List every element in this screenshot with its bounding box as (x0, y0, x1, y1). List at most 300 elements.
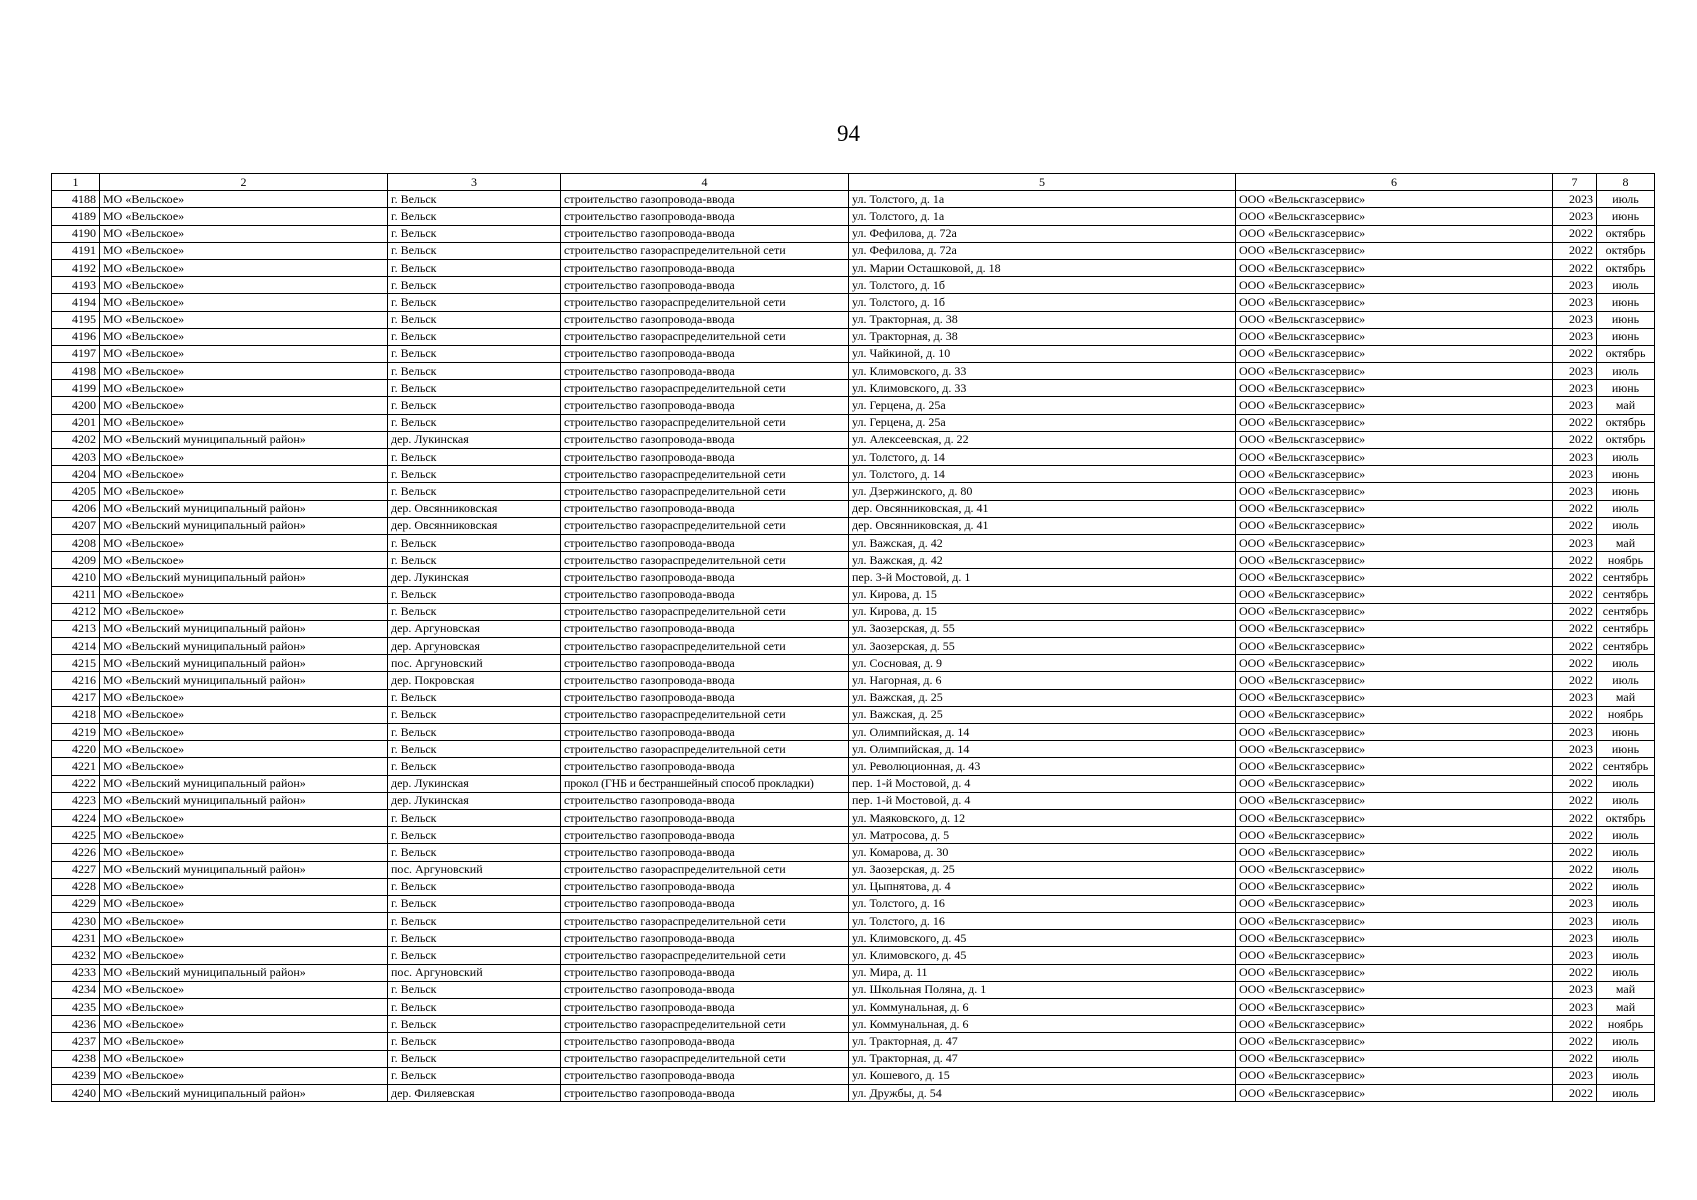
cell-municipality: МО «Вельский муниципальный район» (100, 792, 388, 809)
cell-municipality: МО «Вельское» (100, 483, 388, 500)
cell-work-type: строительство газораспределительной сети (561, 242, 849, 259)
cell-row-number: 4198 (52, 363, 100, 380)
cell-municipality: МО «Вельское» (100, 895, 388, 912)
cell-work-type: строительство газораспределительной сети (561, 483, 849, 500)
cell-municipality: МО «Вельский муниципальный район» (100, 500, 388, 517)
table-row (52, 500, 1655, 517)
cell-municipality: МО «Вельское» (100, 947, 388, 964)
cell-month: июнь (1597, 208, 1655, 225)
cell-contractor: ООО «Вельскгазсервис» (1236, 380, 1553, 397)
table-row (52, 242, 1655, 259)
cell-address: ул. Толстого, д. 1б (849, 294, 1236, 311)
cell-month: июль (1597, 672, 1655, 689)
cell-month: июнь (1597, 483, 1655, 500)
cell-row-number: 4201 (52, 414, 100, 431)
cell-settlement: дер. Покровская (388, 672, 561, 689)
cell-row-number: 4213 (52, 620, 100, 637)
cell-contractor: ООО «Вельскгазсервис» (1236, 242, 1553, 259)
cell-address: дер. Овсянниковская, д. 41 (849, 517, 1236, 534)
cell-year: 2023 (1553, 397, 1597, 414)
cell-municipality: МО «Вельское» (100, 724, 388, 741)
cell-municipality: МО «Вельское» (100, 345, 388, 362)
cell-municipality: МО «Вельское» (100, 277, 388, 294)
cell-year: 2022 (1553, 792, 1597, 809)
cell-row-number: 4230 (52, 913, 100, 930)
cell-settlement: г. Вельск (388, 1033, 561, 1050)
cell-row-number: 4235 (52, 999, 100, 1016)
cell-municipality: МО «Вельское» (100, 552, 388, 569)
table-row (52, 1050, 1655, 1067)
cell-work-type: строительство газопровода-ввода (561, 930, 849, 947)
table-row (52, 294, 1655, 311)
cell-row-number: 4196 (52, 328, 100, 345)
cell-contractor: ООО «Вельскгазсервис» (1236, 706, 1553, 723)
cell-address: ул. Важская, д. 42 (849, 552, 1236, 569)
cell-municipality: МО «Вельский муниципальный район» (100, 655, 388, 672)
table-row (52, 466, 1655, 483)
cell-address: ул. Климовского, д. 33 (849, 380, 1236, 397)
cell-address: ул. Толстого, д. 14 (849, 449, 1236, 466)
cell-settlement: г. Вельск (388, 724, 561, 741)
cell-work-type: строительство газопровода-ввода (561, 431, 849, 448)
cell-month: октябрь (1597, 809, 1655, 826)
cell-work-type: строительство газопровода-ввода (561, 655, 849, 672)
cell-settlement: г. Вельск (388, 242, 561, 259)
cell-municipality: МО «Вельское» (100, 534, 388, 551)
cell-settlement: г. Вельск (388, 311, 561, 328)
cell-contractor: ООО «Вельскгазсервис» (1236, 672, 1553, 689)
cell-municipality: МО «Вельское» (100, 225, 388, 242)
cell-address: ул. Тракторная, д. 47 (849, 1050, 1236, 1067)
cell-address: ул. Толстого, д. 14 (849, 466, 1236, 483)
cell-work-type: строительство газопровода-ввода (561, 689, 849, 706)
cell-address: ул. Герцена, д. 25а (849, 397, 1236, 414)
cell-address: ул. Марии Осташковой, д. 18 (849, 259, 1236, 276)
cell-row-number: 4225 (52, 827, 100, 844)
cell-settlement: дер. Лукинская (388, 431, 561, 448)
cell-settlement: г. Вельск (388, 913, 561, 930)
cell-address: ул. Климовского, д. 33 (849, 363, 1236, 380)
cell-work-type: строительство газопровода-ввода (561, 311, 849, 328)
cell-month: май (1597, 689, 1655, 706)
cell-work-type: строительство газопровода-ввода (561, 345, 849, 362)
cell-year: 2022 (1553, 827, 1597, 844)
cell-contractor: ООО «Вельскгазсервис» (1236, 414, 1553, 431)
cell-settlement: г. Вельск (388, 930, 561, 947)
cell-municipality: МО «Вельское» (100, 1050, 388, 1067)
cell-municipality: МО «Вельский муниципальный район» (100, 620, 388, 637)
cell-month: июль (1597, 1084, 1655, 1101)
cell-month: июль (1597, 1067, 1655, 1084)
cell-month: сентябрь (1597, 603, 1655, 620)
table-row (52, 363, 1655, 380)
cell-year: 2022 (1553, 1084, 1597, 1101)
cell-row-number: 4238 (52, 1050, 100, 1067)
cell-settlement: г. Вельск (388, 689, 561, 706)
cell-municipality: МО «Вельский муниципальный район» (100, 517, 388, 534)
table-body (52, 191, 1655, 1102)
cell-year: 2022 (1553, 431, 1597, 448)
table-row (52, 844, 1655, 861)
cell-contractor: ООО «Вельскгазсервис» (1236, 861, 1553, 878)
cell-row-number: 4200 (52, 397, 100, 414)
cell-month: май (1597, 397, 1655, 414)
cell-work-type: строительство газораспределительной сети (561, 380, 849, 397)
cell-row-number: 4231 (52, 930, 100, 947)
cell-year: 2023 (1553, 930, 1597, 947)
cell-contractor: ООО «Вельскгазсервис» (1236, 638, 1553, 655)
cell-contractor: ООО «Вельскгазсервис» (1236, 827, 1553, 844)
cell-month: май (1597, 999, 1655, 1016)
cell-row-number: 4236 (52, 1016, 100, 1033)
cell-month: октябрь (1597, 345, 1655, 362)
cell-month: май (1597, 981, 1655, 998)
cell-contractor: ООО «Вельскгазсервис» (1236, 311, 1553, 328)
cell-settlement: дер. Аргуновская (388, 638, 561, 655)
cell-settlement: дер. Овсянниковская (388, 517, 561, 534)
cell-contractor: ООО «Вельскгазсервис» (1236, 758, 1553, 775)
cell-year: 2022 (1553, 500, 1597, 517)
cell-contractor: ООО «Вельскгазсервис» (1236, 466, 1553, 483)
cell-contractor: ООО «Вельскгазсервис» (1236, 277, 1553, 294)
cell-work-type: строительство газораспределительной сети (561, 638, 849, 655)
cell-work-type: строительство газораспределительной сети (561, 414, 849, 431)
cell-municipality: МО «Вельский муниципальный район» (100, 775, 388, 792)
cell-year: 2022 (1553, 809, 1597, 826)
table-row (52, 449, 1655, 466)
table-row (52, 225, 1655, 242)
cell-address: ул. Толстого, д. 1б (849, 277, 1236, 294)
cell-row-number: 4193 (52, 277, 100, 294)
cell-year: 2023 (1553, 895, 1597, 912)
cell-contractor: ООО «Вельскгазсервис» (1236, 964, 1553, 981)
cell-municipality: МО «Вельское» (100, 809, 388, 826)
cell-municipality: МО «Вельское» (100, 758, 388, 775)
cell-contractor: ООО «Вельскгазсервис» (1236, 569, 1553, 586)
cell-municipality: МО «Вельский муниципальный район» (100, 964, 388, 981)
cell-month: июнь (1597, 741, 1655, 758)
cell-address: ул. Толстого, д. 1а (849, 191, 1236, 208)
cell-settlement: г. Вельск (388, 363, 561, 380)
table-row (52, 431, 1655, 448)
cell-settlement: дер. Аргуновская (388, 620, 561, 637)
table-row (52, 913, 1655, 930)
cell-settlement: г. Вельск (388, 208, 561, 225)
cell-contractor: ООО «Вельскгазсервис» (1236, 1084, 1553, 1101)
cell-year: 2023 (1553, 913, 1597, 930)
cell-settlement: г. Вельск (388, 895, 561, 912)
column-header: 6 (1236, 174, 1553, 191)
cell-address: ул. Толстого, д. 16 (849, 913, 1236, 930)
cell-contractor: ООО «Вельскгазсервис» (1236, 483, 1553, 500)
cell-work-type: строительство газопровода-ввода (561, 724, 849, 741)
cell-address: ул. Герцена, д. 25а (849, 414, 1236, 431)
cell-month: июль (1597, 500, 1655, 517)
cell-settlement: дер. Лукинская (388, 775, 561, 792)
cell-settlement: пос. Аргуновский (388, 655, 561, 672)
table-row (52, 672, 1655, 689)
column-header: 5 (849, 174, 1236, 191)
cell-settlement: г. Вельск (388, 277, 561, 294)
cell-contractor: ООО «Вельскгазсервис» (1236, 809, 1553, 826)
cell-month: сентябрь (1597, 620, 1655, 637)
cell-contractor: ООО «Вельскгазсервис» (1236, 363, 1553, 380)
cell-month: май (1597, 534, 1655, 551)
cell-contractor: ООО «Вельскгазсервис» (1236, 741, 1553, 758)
cell-month: июль (1597, 878, 1655, 895)
cell-contractor: ООО «Вельскгазсервис» (1236, 208, 1553, 225)
cell-contractor: ООО «Вельскгазсервис» (1236, 981, 1553, 998)
cell-work-type: строительство газопровода-ввода (561, 569, 849, 586)
page-number: 94 (837, 121, 860, 146)
table-row (52, 895, 1655, 912)
cell-month: июль (1597, 964, 1655, 981)
cell-row-number: 4210 (52, 569, 100, 586)
cell-row-number: 4220 (52, 741, 100, 758)
cell-contractor: ООО «Вельскгазсервис» (1236, 534, 1553, 551)
cell-settlement: г. Вельск (388, 981, 561, 998)
cell-municipality: МО «Вельское» (100, 981, 388, 998)
cell-row-number: 4237 (52, 1033, 100, 1050)
column-header: 2 (100, 174, 388, 191)
cell-year: 2023 (1553, 981, 1597, 998)
cell-work-type: строительство газопровода-ввода (561, 620, 849, 637)
cell-year: 2023 (1553, 294, 1597, 311)
cell-settlement: г. Вельск (388, 414, 561, 431)
cell-year: 2022 (1553, 1016, 1597, 1033)
cell-row-number: 4218 (52, 706, 100, 723)
table-row (52, 775, 1655, 792)
cell-year: 2023 (1553, 1067, 1597, 1084)
cell-work-type: строительство газопровода-ввода (561, 981, 849, 998)
cell-row-number: 4203 (52, 449, 100, 466)
cell-address: ул. Тракторная, д. 38 (849, 311, 1236, 328)
cell-work-type: строительство газопровода-ввода (561, 225, 849, 242)
cell-row-number: 4211 (52, 586, 100, 603)
cell-year: 2022 (1553, 620, 1597, 637)
cell-address: ул. Революционная, д. 43 (849, 758, 1236, 775)
cell-work-type: строительство газораспределительной сети (561, 741, 849, 758)
cell-municipality: МО «Вельское» (100, 689, 388, 706)
cell-year: 2023 (1553, 947, 1597, 964)
cell-row-number: 4212 (52, 603, 100, 620)
cell-year: 2023 (1553, 311, 1597, 328)
cell-municipality: МО «Вельское» (100, 466, 388, 483)
table-row (52, 861, 1655, 878)
cell-year: 2022 (1553, 775, 1597, 792)
table-row (52, 689, 1655, 706)
table-row (52, 534, 1655, 551)
cell-contractor: ООО «Вельскгазсервис» (1236, 930, 1553, 947)
cell-year: 2023 (1553, 277, 1597, 294)
table-row (52, 947, 1655, 964)
cell-settlement: г. Вельск (388, 225, 561, 242)
cell-year: 2022 (1553, 569, 1597, 586)
cell-municipality: МО «Вельское» (100, 259, 388, 276)
cell-address: ул. Тракторная, д. 38 (849, 328, 1236, 345)
cell-year: 2023 (1553, 999, 1597, 1016)
cell-month: ноябрь (1597, 706, 1655, 723)
cell-year: 2022 (1553, 878, 1597, 895)
cell-year: 2022 (1553, 844, 1597, 861)
cell-settlement: г. Вельск (388, 1016, 561, 1033)
cell-row-number: 4222 (52, 775, 100, 792)
cell-address: ул. Дружбы, д. 54 (849, 1084, 1236, 1101)
cell-work-type: строительство газопровода-ввода (561, 1084, 849, 1101)
cell-contractor: ООО «Вельскгазсервис» (1236, 500, 1553, 517)
cell-settlement: г. Вельск (388, 741, 561, 758)
cell-address: ул. Кирова, д. 15 (849, 603, 1236, 620)
cell-contractor: ООО «Вельскгазсервис» (1236, 1016, 1553, 1033)
cell-month: октябрь (1597, 414, 1655, 431)
cell-contractor: ООО «Вельскгазсервис» (1236, 259, 1553, 276)
cell-settlement: г. Вельск (388, 586, 561, 603)
cell-year: 2022 (1553, 225, 1597, 242)
cell-contractor: ООО «Вельскгазсервис» (1236, 191, 1553, 208)
cell-contractor: ООО «Вельскгазсервис» (1236, 449, 1553, 466)
cell-month: июль (1597, 775, 1655, 792)
cell-work-type: строительство газораспределительной сети (561, 552, 849, 569)
table-row (52, 741, 1655, 758)
cell-address: ул. Дзержинского, д. 80 (849, 483, 1236, 500)
cell-year: 2022 (1553, 672, 1597, 689)
cell-row-number: 4195 (52, 311, 100, 328)
cell-contractor: ООО «Вельскгазсервис» (1236, 775, 1553, 792)
cell-row-number: 4194 (52, 294, 100, 311)
cell-year: 2022 (1553, 1050, 1597, 1067)
table-row (52, 311, 1655, 328)
cell-month: июль (1597, 792, 1655, 809)
cell-work-type: строительство газораспределительной сети (561, 1050, 849, 1067)
cell-year: 2023 (1553, 363, 1597, 380)
table-row (52, 878, 1655, 895)
table-row (52, 999, 1655, 1016)
table-row (52, 397, 1655, 414)
cell-settlement: г. Вельск (388, 758, 561, 775)
cell-municipality: МО «Вельское» (100, 913, 388, 930)
cell-month: июнь (1597, 294, 1655, 311)
cell-address: ул. Комарова, д. 30 (849, 844, 1236, 861)
cell-work-type: строительство газораспределительной сети (561, 294, 849, 311)
cell-address: ул. Заозерская, д. 55 (849, 620, 1236, 637)
cell-work-type: строительство газопровода-ввода (561, 878, 849, 895)
cell-work-type: строительство газопровода-ввода (561, 449, 849, 466)
cell-work-type: строительство газопровода-ввода (561, 208, 849, 225)
cell-address: ул. Климовского, д. 45 (849, 930, 1236, 947)
cell-municipality: МО «Вельское» (100, 363, 388, 380)
cell-settlement: г. Вельск (388, 483, 561, 500)
table-row (52, 827, 1655, 844)
cell-row-number: 4240 (52, 1084, 100, 1101)
cell-row-number: 4217 (52, 689, 100, 706)
cell-work-type: строительство газораспределительной сети (561, 1016, 849, 1033)
cell-month: ноябрь (1597, 552, 1655, 569)
cell-work-type: строительство газопровода-ввода (561, 758, 849, 775)
table-row (52, 706, 1655, 723)
table-row (52, 569, 1655, 586)
table-row (52, 208, 1655, 225)
column-header: 1 (52, 174, 100, 191)
cell-row-number: 4226 (52, 844, 100, 861)
cell-settlement: г. Вельск (388, 380, 561, 397)
cell-row-number: 4208 (52, 534, 100, 551)
cell-row-number: 4239 (52, 1067, 100, 1084)
cell-address: ул. Важская, д. 25 (849, 706, 1236, 723)
table-row (52, 1084, 1655, 1101)
cell-row-number: 4199 (52, 380, 100, 397)
cell-year: 2022 (1553, 638, 1597, 655)
cell-work-type: строительство газопровода-ввода (561, 1033, 849, 1050)
table-row (52, 930, 1655, 947)
cell-contractor: ООО «Вельскгазсервис» (1236, 655, 1553, 672)
cell-contractor: ООО «Вельскгазсервис» (1236, 345, 1553, 362)
cell-address: ул. Кирова, д. 15 (849, 586, 1236, 603)
cell-row-number: 4207 (52, 517, 100, 534)
cell-municipality: МО «Вельское» (100, 1067, 388, 1084)
data-table (51, 173, 1655, 1102)
cell-month: июнь (1597, 328, 1655, 345)
cell-work-type: строительство газопровода-ввода (561, 844, 849, 861)
cell-settlement: г. Вельск (388, 878, 561, 895)
cell-work-type: строительство газопровода-ввода (561, 191, 849, 208)
cell-work-type: строительство газораспределительной сети (561, 328, 849, 345)
cell-address: ул. Заозерская, д. 55 (849, 638, 1236, 655)
cell-row-number: 4214 (52, 638, 100, 655)
table-row (52, 981, 1655, 998)
cell-address: ул. Толстого, д. 16 (849, 895, 1236, 912)
table-row (52, 328, 1655, 345)
cell-work-type: строительство газораспределительной сети (561, 861, 849, 878)
cell-address: ул. Школьная Поляна, д. 1 (849, 981, 1236, 998)
cell-contractor: ООО «Вельскгазсервис» (1236, 294, 1553, 311)
cell-month: июль (1597, 930, 1655, 947)
cell-address: ул. Важская, д. 25 (849, 689, 1236, 706)
cell-month: сентябрь (1597, 638, 1655, 655)
cell-month: июль (1597, 844, 1655, 861)
cell-address: ул. Чайкиной, д. 10 (849, 345, 1236, 362)
cell-year: 2022 (1553, 345, 1597, 362)
cell-year: 2023 (1553, 689, 1597, 706)
cell-work-type: строительство газопровода-ввода (561, 397, 849, 414)
table-row (52, 620, 1655, 637)
cell-work-type: строительство газопровода-ввода (561, 277, 849, 294)
cell-row-number: 4202 (52, 431, 100, 448)
cell-municipality: МО «Вельское» (100, 844, 388, 861)
cell-address: ул. Мира, д. 11 (849, 964, 1236, 981)
cell-row-number: 4190 (52, 225, 100, 242)
cell-contractor: ООО «Вельскгазсервис» (1236, 895, 1553, 912)
cell-month: июль (1597, 1050, 1655, 1067)
cell-row-number: 4228 (52, 878, 100, 895)
cell-month: июль (1597, 895, 1655, 912)
cell-month: сентябрь (1597, 758, 1655, 775)
cell-year: 2022 (1553, 242, 1597, 259)
cell-row-number: 4215 (52, 655, 100, 672)
cell-work-type: строительство газораспределительной сети (561, 706, 849, 723)
cell-settlement: г. Вельск (388, 603, 561, 620)
cell-contractor: ООО «Вельскгазсервис» (1236, 792, 1553, 809)
table-row (52, 414, 1655, 431)
cell-contractor: ООО «Вельскгазсервис» (1236, 724, 1553, 741)
table-row (52, 1033, 1655, 1050)
cell-address: ул. Кошевого, д. 15 (849, 1067, 1236, 1084)
cell-work-type: строительство газопровода-ввода (561, 586, 849, 603)
cell-contractor: ООО «Вельскгазсервис» (1236, 225, 1553, 242)
cell-address: ул. Важская, д. 42 (849, 534, 1236, 551)
cell-month: сентябрь (1597, 569, 1655, 586)
column-header: 8 (1597, 174, 1655, 191)
cell-municipality: МО «Вельский муниципальный район» (100, 431, 388, 448)
